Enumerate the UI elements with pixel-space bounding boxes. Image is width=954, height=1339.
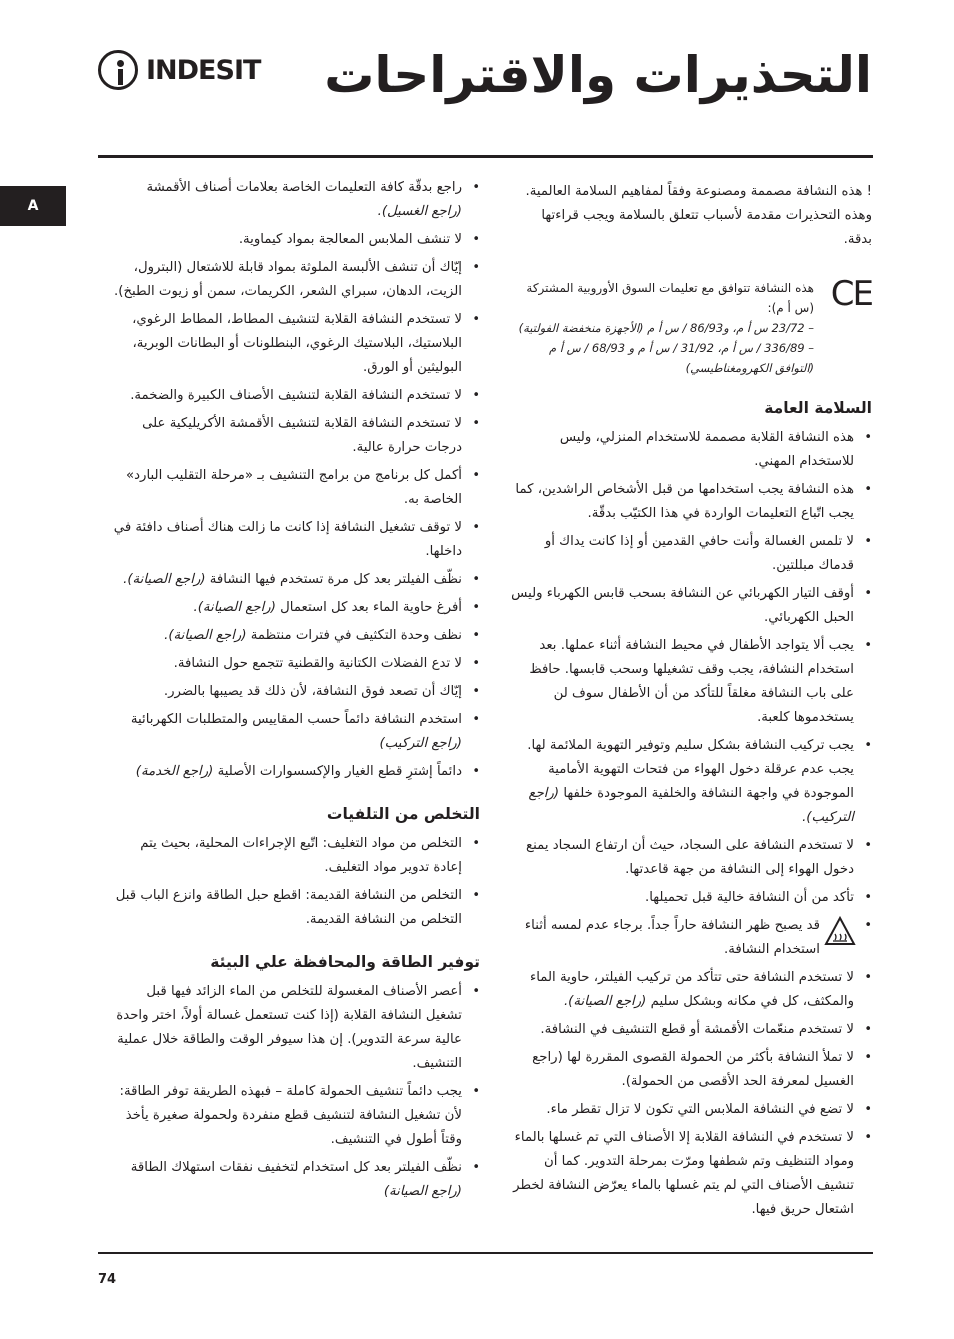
ref-maint: (راجع الصيانة). — [164, 628, 247, 643]
list-item — [113, 624, 480, 648]
page-title: التحذيرات والاقتراحات — [324, 46, 872, 104]
intro-paragraph: ! هذه النشافة مصممة ومصنوعة وفقاً لمفاهيم السلامة العالمية. وهذه التحذيرات مقدمة لأسباب تتعلق بالسلامة ويجب قراءتها بدقة. — [525, 184, 872, 247]
ref-install: (راجع التركيب) — [379, 736, 462, 751]
list-item: • لا تستخدم النشافة على السجاد، حيث أن ارتفاع السجاد يمنع دخول الهواء إلى النشافة من جهة قاعدتها. — [510, 834, 872, 882]
list-item: • يجب ألا يتواجد الأطفال في محيط النشافة أثناء عملها. بعد استخدام النشافة، يجب وقف تشغيلها وسحب قابسها. حافظ على باب النشافة مغلقاً للتأكد من أن الأطفال سوف لن يستخدموها كلعبة. — [510, 634, 872, 730]
energy-heading: توفير الطاقة والمحافظة علي البيئة — [210, 953, 480, 971]
item-text: استخدم النشافة دائماً حسب المقاييس والمتطلبات الكهربائية — [130, 712, 462, 727]
item-text: أفرغ حاوية الماء بعد كل استعمال — [280, 600, 462, 615]
item-text: يجب تركيب النشافة بشكل سليم وتوفير التهوية الملائمة لها. يجب عدم عرقلة دخول الهواء من فتحات التهوية الأمامية الموجودة في واجهة النشافة والخلفية الموجودة خلفها — [527, 738, 854, 801]
item-text: نظف وحدة التكثيف في فترات منتظمة — [250, 628, 462, 643]
ce-compliance — [510, 274, 872, 378]
ref-maint: (راجع الصيانة). — [563, 994, 647, 1009]
fabric-warnings-list — [113, 176, 480, 784]
list-item: • لا تستخدم النشافة القلابة لتنشيف الأصناف الكبيرة والضخمة. — [113, 384, 480, 408]
right-column — [510, 176, 872, 1226]
list-item: • يجب دائماً تنشيف الحمولة كاملة – فبهذه الطريقة توفر الطاقة: لأن تشغيل النشافة لتنشيف قطع منفردة ولحمولة صغيرة يأخذ وقتاً أطول في التنشيف. — [113, 1080, 480, 1152]
ref-maint: (راجع الصيانة). — [123, 572, 206, 587]
brand-name: INDESIT — [146, 55, 261, 86]
ce-mark-icon: CE — [830, 274, 872, 314]
general-safety-heading: السلامة العامة — [764, 399, 872, 417]
list-item — [510, 734, 872, 830]
list-item — [113, 176, 480, 224]
item-text: قد يصبح ظهر النشافة حاراً جداً. برجاء عدم لمسه أثناء استخدام النشافة. — [524, 918, 820, 957]
item-text: نظّف الفيلتر بعد كل استخدام لتخفيف نفقات استهلاك الطاقة — [130, 1160, 462, 1175]
list-item: • لا تلمس الغسالة وأنت حافي القدمين أو إذا كانت يداك أو قدماك مبللتين. — [510, 530, 872, 578]
logo-dot — [117, 60, 124, 67]
ce-line-2: – 23/72 س أ م، و86/93 / س أ م (الأجهزة منخفضة الفولتية) — [518, 321, 814, 335]
left-column — [113, 176, 480, 1208]
brand-logo — [98, 50, 268, 96]
item-text: راجع بدقّة كافة التعليمات الخاصة بعلامات أصناف الأقمشة — [146, 180, 462, 195]
list-item: • لا تستخدم النشافة القلابة لتنشيف الأقمشة الأكريليكية على درجات حرارة عالية. — [113, 412, 480, 460]
energy-list — [113, 980, 480, 1204]
list-item: • لا تستخدم في النشافة القلابة إلا الأصناف التي تم غسلها بالماء ومواد التنظيف وتم شطفها ومرّت بمرحلة التدوير. كما أن تنشيف الأصناف التي لم يتم غسلها بالماء يعرّض النشافة لخطر اشتعال حريق فيها. — [510, 1126, 872, 1222]
general-safety-list — [510, 426, 872, 1222]
list-item — [113, 708, 480, 756]
item-text: دائماً إشترِ قطع الغيار والإكسسوارات الأصلية — [217, 764, 462, 779]
list-item: • أكمل كل برنامج من برامج التنشيف بـ «مرحلة التقليب البارد» الخاصة به. — [113, 464, 480, 512]
list-item: • هذه النشافة يجب استخدامها من قبل الأشخاص الراشدين، كما يجب اتّباع التعليمات الواردة في هذا الكتيّب بدقّة. — [510, 478, 872, 526]
bottom-divider — [98, 1252, 873, 1254]
page-number: 74 — [98, 1272, 117, 1287]
list-item: • لا توقف تشغيل النشافة إذا كانت ما زالت هناك أصناف دافئة في داخلها. — [113, 516, 480, 564]
list-item: • هذه النشافة القلابة مصممة للاستخدام المنزلي، وليس للاستخدام المهني. — [510, 426, 872, 474]
list-item: • التخلص من مواد التغليف: اتّبع الإجراءات المحلية، بحيث يتم إعادة تدوير مواد التغليف. — [113, 832, 480, 880]
hot-surface-warning-icon — [824, 916, 856, 946]
list-item: • إيّاك أن تنشف الألبسة الملوثة بمواد قابلة للاشتعال (البترول، الزيت، الدهان، سبراي الشعر، الكريمات، سمن أو زيوت الطبخ). — [113, 256, 480, 304]
list-item: • التخلص من النشافة القديمة: اقطع حبل الطاقة وانزع الباب قبل التخلص من النشافة القديمة. — [113, 884, 480, 932]
disposal-heading: التخلص من التلفيات — [326, 805, 480, 823]
ref-install: (راجع التركيب). — [528, 786, 854, 825]
list-item: • لا تستخدم النشافة القلابة لتنشيف المطاط، المطاط الرغوي، البلاستيك، البلاستيك الرغوي، البنطلونات أو البطانات الوبرية، البوليثين أو الورق. — [113, 308, 480, 380]
logo-stem — [118, 69, 123, 85]
ce-line-3: – 336/89 / س أ م، 31/92 / س أ م و 68/93 / س أ م (التوافق الكهرومغناطيسي) — [549, 341, 814, 375]
top-divider — [98, 155, 873, 158]
list-item — [510, 966, 872, 1014]
list-item — [113, 1156, 480, 1204]
item-text: لا تستخدم النشافة حتى تتأكد من تركيب الفيلتر، حاوية الماء والمكثف، كل في مكانه وبشكل سليم — [529, 970, 854, 1009]
list-item: • لا تضع في النشافة الملابس التي تكون لا تزال تقطر ماء. — [510, 1098, 872, 1122]
list-item-hot-surface — [510, 914, 872, 962]
ref-maint: (راجع الصيانة) — [383, 1184, 462, 1199]
list-item: • لا تملأ النشافة بأكثر من الحمولة القصوى المقررة لها (راجع الغسيل لمعرفة الحد الأقصى من الحمولة). — [510, 1046, 872, 1094]
ref-maint: (راجع الصيانة). — [193, 600, 276, 615]
ref-service: (راجع الخدمة) — [135, 764, 214, 779]
item-text: نظّف الفيلتر بعد كل مرة تستخدم فيها النشافة — [209, 572, 462, 587]
list-item — [113, 760, 480, 784]
list-item: • أعصر الأصناف المغسولة للتخلص من الماء الزائد فيها قبل تشغيل النشافة القلابة (إذا كنت تستعمل غسالة أولاً، اختر واحدة عالية سرعة التدوير). إن هذا سيوفر الوقت والطاقة خلال عملية التنشيف. — [113, 980, 480, 1076]
ref-laundry: (راجع الغسيل). — [377, 204, 462, 219]
list-item — [113, 596, 480, 620]
list-item: • أوقف التيار الكهربائي عن النشافة بسحب قابس الكهرباء وليس الحبل الكهربائي. — [510, 582, 872, 630]
ce-line-1: هذه النشافة تتوافق مع تعليمات السوق الأوروبية المشتركة (س أ م): — [526, 281, 814, 315]
list-item — [113, 568, 480, 592]
list-item: • إيّاك أن تصعد فوق النشافة، لأن ذلك قد يصيبها بالضرر. — [113, 680, 480, 704]
list-item: • لا تنشف الملابس المعالجة بمواد كيماوية. — [113, 228, 480, 252]
disposal-list — [113, 832, 480, 932]
list-item: • لا تدع الفضلات الكتانية والقطنية تتجمع حول النشافة. — [113, 652, 480, 676]
list-item: • تأكد من أن النشافة خالية قبل تحميلها. — [510, 886, 872, 910]
language-tab: A — [0, 186, 66, 226]
list-item: • لا تستخدم منعّمات الأقمشة أو قطع التنشيف في النشافة. — [510, 1018, 872, 1042]
logo-circle-icon — [98, 50, 138, 90]
